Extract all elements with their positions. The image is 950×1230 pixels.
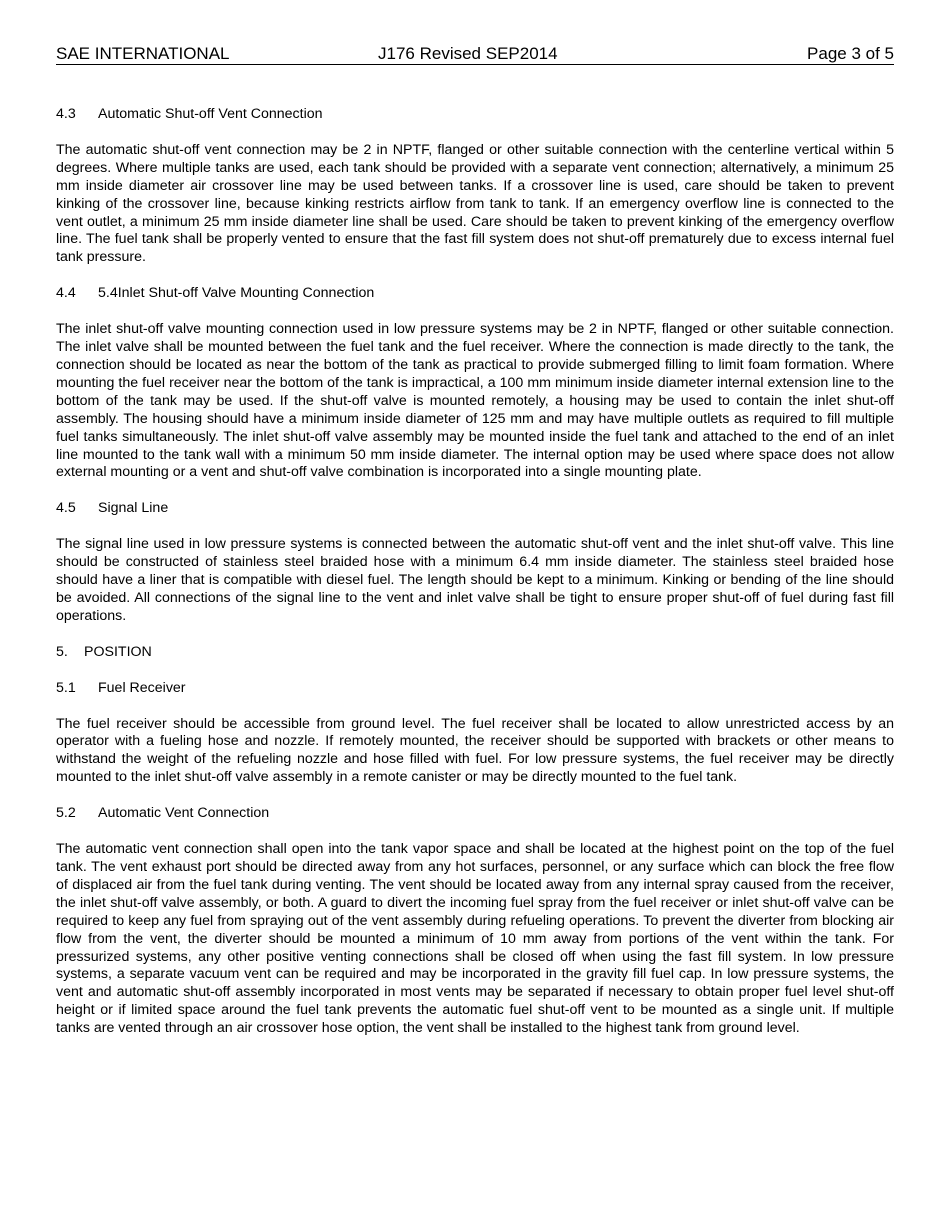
section-number: 5.1 (56, 679, 76, 696)
section-paragraph: The fuel receiver should be accessible from ground level. The fuel receiver shall be located to allow unrestricted access by an operator with a fueling hose and nozzle. If remotely mounted, the receiver should be supported with brackets or other means to withstand the weight of the refueling nozzle and hose filled with fuel. For low pressure systems, the fuel receiver may be directly mounted to the inlet shut-off valve assembly in a remote canister or may be directly mounted to the fuel tank. (56, 715, 894, 786)
section-number: 4.4 (56, 285, 76, 302)
section-title: Automatic Shut-off Vent Connection (98, 106, 323, 122)
section-number: 5.2 (56, 805, 76, 822)
section-heading (56, 644, 894, 662)
page-header (56, 44, 894, 65)
section-title: Fuel Receiver (98, 679, 186, 696)
section-title: 5.4Inlet Shut-off Valve Mounting Connection (98, 285, 375, 302)
section-heading (56, 285, 894, 303)
section-title: POSITION (84, 643, 152, 660)
section-4-3 (56, 106, 894, 267)
section-5-2 (56, 805, 894, 1038)
section-number: 4.3 (56, 106, 76, 122)
section-4-5 (56, 500, 894, 625)
section-heading (56, 106, 894, 124)
header-organization: SAE INTERNATIONAL (56, 44, 230, 63)
header-document-id: J176 Revised SEP2014 (378, 44, 558, 63)
section-number: 5. (56, 643, 68, 660)
section-paragraph: The automatic vent connection shall open into the tank vapor space and shall be located at the highest point on the top of the fuel tank. The vent exhaust port should be directed away from any hot surfaces, personnel, or any surface which can block the free flow of displaced air from the fuel tank during venting. The vent should be located away from any internal spray caused from the receiver, the inlet shut-off valve assembly, or both. A guard to divert the incoming fuel spray from the fuel receiver or inlet shut-off valve can be required to keep any fuel from spraying out of the vent assembly during refueling operations. To prevent the diverter from blocking air flow from the vent, the diverter should be mounted a minimum of 10 mm away from portions of the vent within the tank. For pressurized systems, any other positive venting connections shall be closed off when using the fast fill system. In low pressure systems, a separate vacuum vent can be required and may be incorporated in the gravity fill fuel cap. In low pressure systems, the vent and automatic shut-off assembly incorporated in most vents may be separated if necessary to obtain proper fuel level shut-off height or if limited space around the fuel tank prevents the automatic fuel shut-off vent to be mounted as a single unit. If multiple tanks are vented through an air crossover hose option, the vent shall be installed to the highest tank from ground level. (56, 841, 894, 1037)
section-title: Signal Line (98, 500, 169, 517)
document-body (56, 106, 894, 1056)
section-paragraph: The inlet shut-off valve mounting connection used in low pressure systems may be 2 in NPTF, flanged or other suitable connection. The inlet valve shall be mounted between the fuel tank and the fuel receiver. Where the connection is made directly to the tank, the connection should be located as near the bottom of the tank as practical to provide submerged filling to limit foam formation. Where mounting the fuel receiver near the bottom of the tank is impractical, a 100 mm minimum inside diameter internal extension line to the bottom of the tank may be used. If the shut-off valve is mounted remotely, a housing may be used to contain the inlet shut-off assembly. The housing should have a minimum inside diameter of 125 mm and may have multiple outlets as required to fill multiple fuel tanks simultaneously. The inlet shut-off valve assembly may be mounted inside the fuel tank and attached to the end of an inlet line mounted to the tank wall with a minimum 50 mm inside diameter. The internal option may be used where space does not allow external mounting or a vent and shut-off valve combination is incorporated into a single mounting plate. (56, 321, 894, 481)
section-heading (56, 805, 894, 823)
header-page-number: Page 3 of 5 (807, 44, 894, 63)
section-4-4 (56, 285, 894, 482)
section-title: Automatic Vent Connection (98, 805, 270, 822)
spacer (56, 662, 894, 680)
section-5-1 (56, 680, 894, 788)
section-paragraph: The automatic shut-off vent connection may be 2 in NPTF, flanged or other suitable connection with the centerline vertical within 5 degrees. Where multiple tanks are used, each tank should be provided with a separate vent connection; alternatively, a minimum 25 mm inside diameter air crossover line may be used between tanks. If a crossover line is used, care should be taken to prevent kinking of the crossover line, because kinking restricts airflow from tank to tank. If an emergency overflow line is connected to the vent outlet, a minimum 25 mm inside diameter line shall be used. Care should be taken to prevent kinking of the emergency overflow line. The fuel tank shall be properly vented to ensure that the fast fill system does not shut-off prematurely due to excess internal fuel tank pressure. (56, 141, 894, 266)
section-5 (56, 644, 894, 680)
section-paragraph: The signal line used in low pressure systems is connected between the automatic shut-off vent and the inlet shut-off valve. This line should be constructed of stainless steel braided hose with a minimum 6.4 mm inside diameter. The stainless steel braided hose should have a liner that is compatible with diesel fuel. The length should be kept to a minimum. Kinking or bending of the line should be avoided. All connections of the signal line to the vent and inlet valve shall be tight to ensure proper shut-off of fuel during fast fill operations. (56, 536, 894, 624)
section-heading (56, 500, 894, 518)
section-heading (56, 680, 894, 698)
section-number: 4.5 (56, 500, 76, 517)
